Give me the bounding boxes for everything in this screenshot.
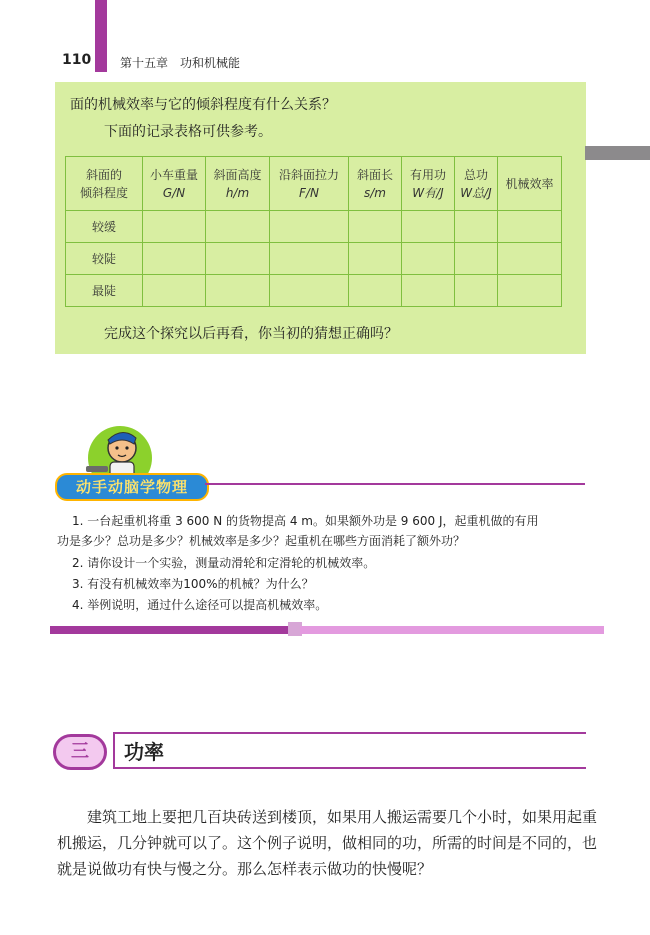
section-title-frame-left bbox=[113, 732, 115, 769]
section-divider-left bbox=[50, 626, 290, 634]
hands-on-banner: 动手动脑学物理 bbox=[55, 473, 209, 501]
table-edge-strip bbox=[585, 146, 650, 160]
exercise-line: 1. 一台起重机将重 3 600 N 的货物提高 4 m。如果额外功是 9 600 J，起重机做的有用 bbox=[72, 514, 539, 528]
record-table bbox=[65, 156, 562, 307]
page-number: 110 bbox=[62, 52, 92, 68]
header-cell-force: 沿斜面拉力 F/N bbox=[270, 157, 349, 211]
header-cell-total-work: 总功 W总/J bbox=[455, 157, 498, 211]
section-paragraph: 建筑工地上要把几百块砖送到楼顶，如果用人搬运需要几个小时，如果用起重机搬运，几分钟就可以了。这个例子说明，做相同的功，所需的时间是不同的，也就是说做功有快与慢之分。那么怎样表示做功的快慢呢？ bbox=[57, 808, 598, 878]
banner-divider bbox=[205, 483, 585, 485]
header-cell-weight: 小车重量 G/N bbox=[143, 157, 206, 211]
table-header-row bbox=[66, 157, 562, 211]
section-title-frame-bottom bbox=[113, 767, 586, 769]
exercise-line: 4. 举例说明，通过什么途径可以提高机械效率。 bbox=[72, 598, 328, 612]
section-title-frame-top bbox=[113, 732, 586, 734]
section-title: 功率 bbox=[124, 740, 164, 764]
hint-line: 下面的记录表格可供参考。 bbox=[104, 124, 272, 140]
row-label: 最陡 bbox=[66, 275, 143, 307]
section-number-badge: 三 bbox=[53, 734, 107, 770]
record-table-wrapper bbox=[65, 156, 562, 307]
table-row bbox=[66, 211, 562, 243]
exercise-line: 2. 请你设计一个实验，测量动滑轮和定滑轮的机械效率。 bbox=[72, 556, 376, 570]
header-cell-efficiency: 机械效率 bbox=[498, 157, 562, 211]
table-row bbox=[66, 275, 562, 307]
row-label: 较缓 bbox=[66, 211, 143, 243]
header-cell-length: 斜面长 s/m bbox=[349, 157, 402, 211]
exercise-line: 3. 有没有机械效率为100%的机械？为什么？ bbox=[72, 577, 314, 591]
table-row bbox=[66, 243, 562, 275]
header-cell-useful-work: 有用功 W有/J bbox=[402, 157, 455, 211]
header-cell-height: 斜面高度 h/m bbox=[206, 157, 270, 211]
exercise-line: 功是多少？总功是多少？机械效率是多少？起重机在哪些方面消耗了额外功？ bbox=[57, 534, 466, 548]
row-label: 较陡 bbox=[66, 243, 143, 275]
closing-line: 完成这个探究以后再看，你当初的猜想正确吗？ bbox=[104, 326, 398, 342]
header-color-bar bbox=[95, 0, 107, 72]
header-cell-incline: 斜面的 倾斜程度 bbox=[66, 157, 143, 211]
section-divider-right bbox=[300, 626, 604, 634]
chapter-title: 第十五章 功和机械能 bbox=[120, 56, 241, 70]
question-line: 面的机械效率与它的倾斜程度有什么关系？ bbox=[70, 97, 336, 113]
